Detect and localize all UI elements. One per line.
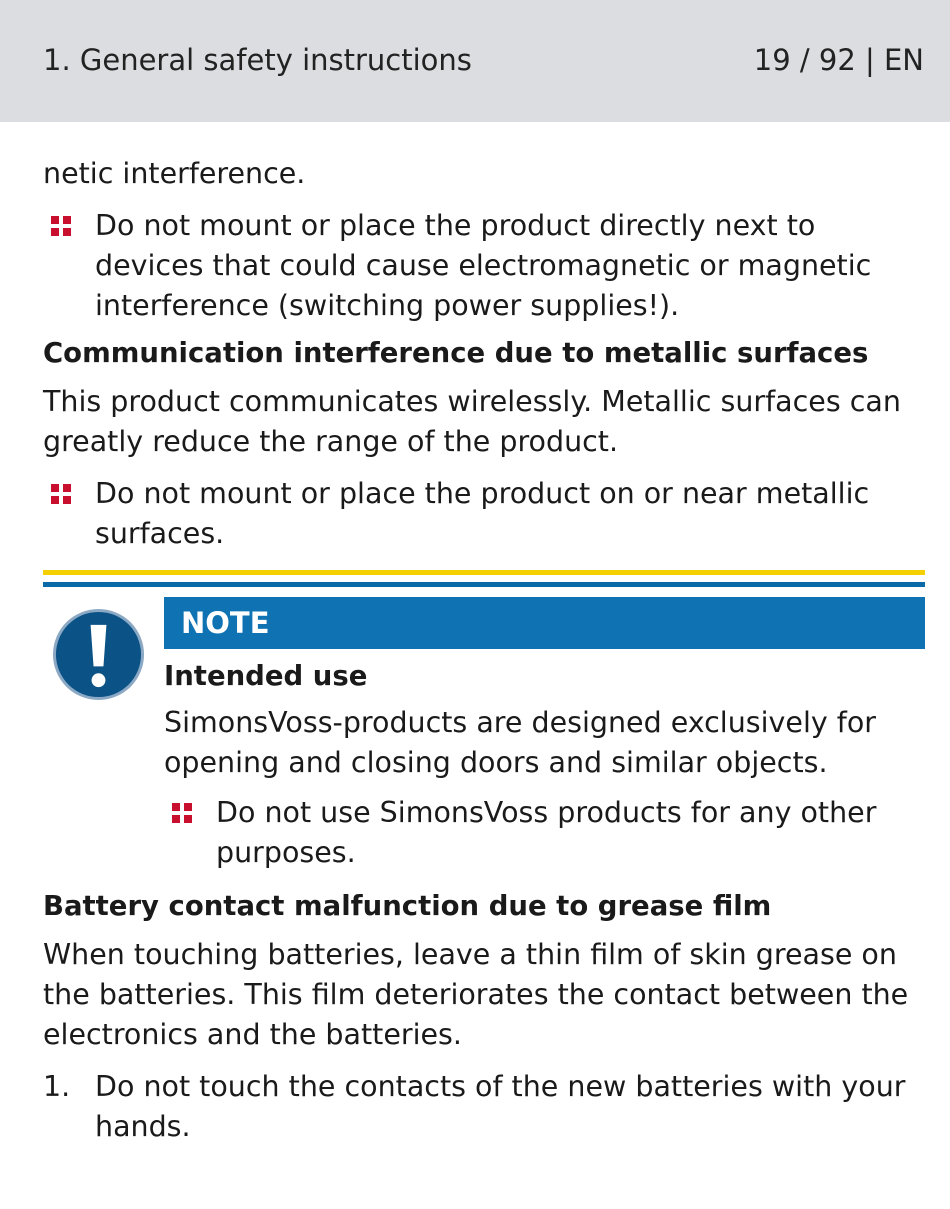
note-text: SimonsVoss-products are designed exclusively for opening and closing doors and similar objects. [164, 706, 876, 779]
note-box [43, 597, 925, 873]
bullet-icon [172, 803, 193, 824]
note-label: NOTE [164, 597, 925, 649]
page-header [0, 0, 950, 122]
bullet-icon [51, 216, 72, 237]
list-item [43, 474, 925, 554]
note-title: Intended use [164, 660, 368, 692]
continuation-text: netic interference. [43, 157, 306, 190]
bullet-icon [51, 484, 72, 505]
page-info: 19 / 92 | EN [753, 43, 924, 77]
paragraph: When touching batteries, leave a thin film of skin grease on the batteries. This film deteriorates the contact between the electronics and the batteries. [43, 938, 909, 1051]
section-heading: Communication interference due to metallic surfaces [43, 337, 869, 369]
numbered-step [43, 1067, 925, 1147]
step-number: 1. [43, 1070, 71, 1103]
list-item [164, 793, 925, 873]
paragraph: This product communicates wirelessly. Metallic surfaces can greatly reduce the range of the product. [43, 385, 901, 458]
section-heading: Battery contact malfunction due to grease film [43, 890, 772, 922]
list-item-text: Do not mount or place the product directly next to devices that could cause electromagnetic or magnetic interference (switching power supplies!). [95, 209, 872, 322]
list-item-text: Do not use SimonsVoss products for any other purposes. [216, 796, 877, 869]
section-title: 1. General safety instructions [43, 43, 472, 77]
exclamation-circle-icon [51, 607, 146, 702]
divider-yellow [43, 570, 925, 575]
list-item-text: Do not mount or place the product on or near metallic surfaces. [95, 477, 870, 550]
divider-blue [43, 582, 925, 587]
step-text: Do not touch the contacts of the new batteries with your hands. [95, 1070, 906, 1143]
document-body [43, 154, 925, 1147]
list-item [43, 206, 925, 326]
